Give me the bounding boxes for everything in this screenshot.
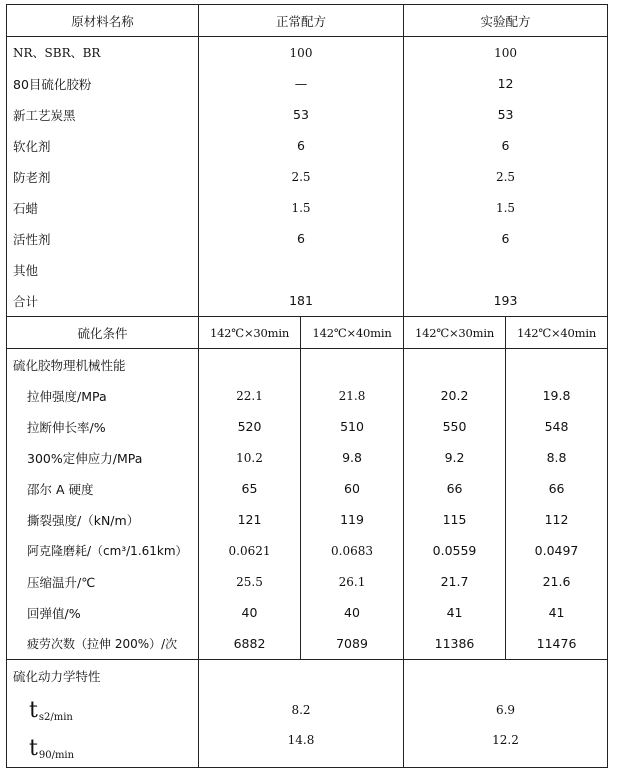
table-row [7,473,608,504]
kinetic-parameter [7,691,199,729]
property-value: 119 [301,504,404,535]
table-row [7,535,608,566]
property-value: 19.8 [506,380,608,411]
property-value: 41 [506,597,608,628]
property-value: 520 [199,411,301,442]
normal-value: 1.5 [199,192,404,223]
cure-condition: 142℃×30min [199,317,301,349]
property-value: 0.0621 [199,535,301,566]
property-value: 548 [506,411,608,442]
property-value: 60 [301,473,404,504]
normal-value: 14.8 [199,729,404,768]
normal-value: 100 [199,37,404,69]
table-header-row [7,5,608,37]
property-name: 疲劳次数（拉伸 200%）/次 [7,628,199,660]
experimental-value: 53 [404,99,608,130]
property-value: 112 [506,504,608,535]
experimental-value: 193 [404,285,608,317]
kinetic-subscript: s2/min [38,711,73,723]
property-value: 40 [301,597,404,628]
normal-value: 6 [199,130,404,161]
table-row [7,566,608,597]
cure-conditions-label: 硫化条件 [7,317,199,349]
table-row [7,130,608,161]
table-row [7,161,608,192]
property-name: 撕裂强度/（kN/m） [7,504,199,535]
kinetic-symbol: t [29,697,38,723]
property-name: 拉断伸长率/% [7,411,199,442]
property-name: 回弹值/% [7,597,199,628]
property-value: 11476 [506,628,608,660]
normal-value: 6 [199,223,404,254]
experimental-value [404,254,608,285]
property-value: 6882 [199,628,301,660]
property-value: 0.0559 [404,535,506,566]
experimental-value: 2.5 [404,161,608,192]
material-name: 防老剂 [7,161,199,192]
property-value: 20.2 [404,380,506,411]
table-row [7,691,608,729]
property-name: 拉伸强度/MPa [7,380,199,411]
experimental-value: 12 [404,68,608,99]
experimental-value: 6 [404,223,608,254]
material-name: 活性剂 [7,223,199,254]
kinetic-parameter [7,729,199,768]
experimental-value: 100 [404,37,608,69]
experimental-value: 6 [404,130,608,161]
material-name: 合计 [7,285,199,317]
property-value: 21.7 [404,566,506,597]
total-row [7,285,608,317]
property-value: 7089 [301,628,404,660]
property-value: 26.1 [301,566,404,597]
table-row [7,628,608,660]
experimental-value: 12.2 [404,729,608,768]
header-material: 原材料名称 [7,5,199,37]
property-value: 11386 [404,628,506,660]
property-value: 66 [506,473,608,504]
property-value: 0.0497 [506,535,608,566]
rubber-formulation-table [6,4,608,768]
property-value: 550 [404,411,506,442]
property-value: 9.8 [301,442,404,473]
header-experimental-formula: 实验配方 [404,5,608,37]
property-value: 9.2 [404,442,506,473]
property-value: 510 [301,411,404,442]
property-value: 115 [404,504,506,535]
table-row [7,411,608,442]
cure-condition: 142℃×40min [506,317,608,349]
cure-condition: 142℃×40min [301,317,404,349]
mechanical-section-row [7,349,608,381]
kinetic-subscript: 90/min [38,749,75,761]
normal-value: 181 [199,285,404,317]
kinetic-symbol: t [29,735,38,761]
property-value: 21.6 [506,566,608,597]
property-value: 21.8 [301,380,404,411]
table-row [7,442,608,473]
table-row [7,223,608,254]
header-normal-formula: 正常配方 [199,5,404,37]
mechanical-section-title: 硫化胶物理机械性能 [7,349,199,381]
normal-value: 8.2 [199,691,404,729]
normal-value [199,254,404,285]
table-row [7,504,608,535]
normal-value: — [199,68,404,99]
property-name: 阿克隆磨耗/（cm³/1.61km） [7,535,199,566]
cure-condition: 142℃×30min [404,317,506,349]
dynamic-section-title: 硫化动力学特性 [7,660,199,692]
table-row [7,729,608,768]
experimental-value: 1.5 [404,192,608,223]
property-name: 300%定伸应力/MPa [7,442,199,473]
property-value: 41 [404,597,506,628]
cure-conditions-row [7,317,608,349]
material-name: 软化剂 [7,130,199,161]
property-value: 40 [199,597,301,628]
property-name: 邵尔 A 硬度 [7,473,199,504]
table-row [7,597,608,628]
property-value: 0.0683 [301,535,404,566]
table-row [7,37,608,69]
property-value: 65 [199,473,301,504]
table-row [7,68,608,99]
normal-value: 2.5 [199,161,404,192]
dynamic-section-row [7,660,608,692]
experimental-value: 6.9 [404,691,608,729]
property-name: 压缩温升/℃ [7,566,199,597]
table-row [7,99,608,130]
table-row [7,192,608,223]
property-value: 66 [404,473,506,504]
normal-value: 53 [199,99,404,130]
property-value: 22.1 [199,380,301,411]
material-name: 其他 [7,254,199,285]
material-name: NR、SBR、BR [7,37,199,69]
table-row [7,254,608,285]
material-name: 80目硫化胶粉 [7,68,199,99]
material-name: 新工艺炭黑 [7,99,199,130]
property-value: 10.2 [199,442,301,473]
property-value: 25.5 [199,566,301,597]
property-value: 8.8 [506,442,608,473]
property-value: 121 [199,504,301,535]
material-name: 石蜡 [7,192,199,223]
table-row [7,380,608,411]
